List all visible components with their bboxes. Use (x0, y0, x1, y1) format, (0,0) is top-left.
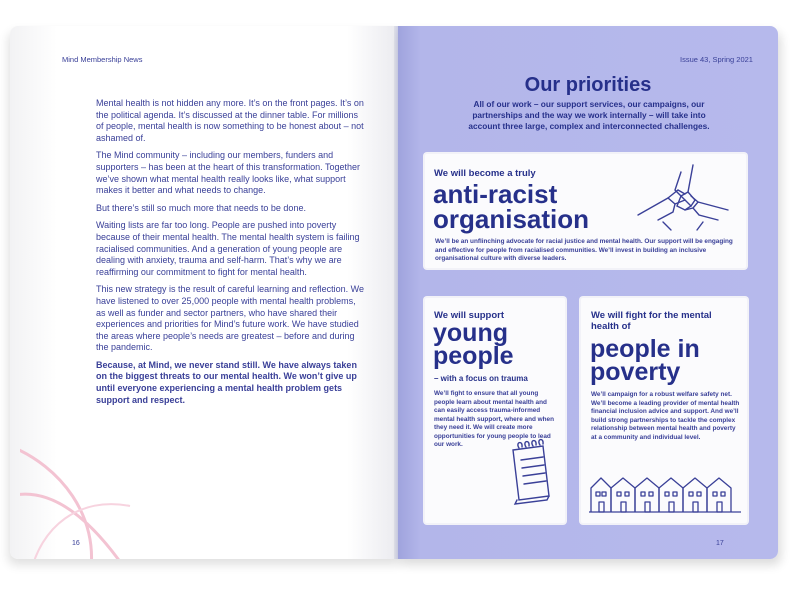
left-page (10, 26, 402, 559)
paragraph-4: Waiting lists are far too long. People are pushed into poverty because of their mental health. The mental health system is failing racialised communities. And a generation of young people are dealing with anxiety, trauma and self-harm. That’s why we are reaffirming our commitment to fight for mental health. (96, 220, 360, 277)
card-body: We’ll fight to ensure that all young people learn about mental health and can easily access trauma-informed mental health support, where and when they need it. We will create more opportunities for young people to lead our work. (434, 390, 555, 448)
card-headline-1: anti-racist (433, 179, 558, 209)
right-page (398, 26, 778, 559)
page-title: Our priorities (524, 74, 652, 96)
page-number-right: 17 (716, 540, 724, 547)
card-headline-2: organisation (433, 204, 590, 234)
body-text (96, 98, 366, 412)
page-number-left: 16 (72, 540, 80, 547)
card-kicker: We will fight for the mental health of (591, 310, 712, 332)
joined-hands-icon (633, 160, 733, 235)
closing-statement: Because, at Mind, we never stand still. We have always taken on the biggest threats to our mental health. We won’t give up until everyone experiencing a mental health problem gets support and respect. (96, 359, 357, 405)
card-kicker: We will support (434, 310, 505, 321)
notebook-icon (503, 438, 557, 508)
paragraph-5: This new strategy is the result of careful learning and reflection. We have listened to over 25,000 people with mental health problems, as well as funder and sector partners, who have shared their experiences and priorities for Mind’s future work. We have studied the areas where people’s needs are greatest – before and during the pandemic. (96, 284, 364, 353)
card-body: We’ll campaign for a robust welfare safety net. We’ll become a leading provider of mental health financial inclusion advice and support. And we’ll build strong partnerships to tackle the complex relationship between mental health and poverty at a community and individual level. (591, 391, 740, 441)
card-headline-2: people (433, 342, 514, 370)
card-headline-1: young (433, 319, 508, 347)
paragraph-2: The Mind community – including our members, funders and supporters – has been at the heart of this transformation. Together we’ve shown what mental health really looks like, what support makes it better and what needs to change. (96, 150, 360, 196)
decorative-swirl-icon (20, 406, 140, 559)
card-body: We’ll be an unflinching advocate for racial justice and mental health. Our support will be engaging and effective for people from racialised communities. We’ll invest in building an inclusive organisational culture with diverse leaders. (435, 238, 733, 262)
running-head: Mind Membership News (62, 55, 143, 64)
terraced-houses-icon (587, 472, 743, 514)
card-headline-1: people in (590, 335, 700, 363)
paragraph-1: Mental health is not hidden any more. It’s on the front pages. It’s on the political agenda. It’s discussed at the dinner table. For millions of people, mental health is now something to be honest about – not ashamed of. (96, 98, 364, 143)
paragraph-3: But there’s still so much more that needs to be done. (96, 202, 306, 213)
intro-text: All of our work – our support services, our campaigns, our partnerships and the way we work internally – will take into account three large, complex and interconnected challenges. (468, 99, 710, 131)
card-headline-2: poverty (590, 358, 681, 386)
card-subhead: – with a focus on trauma (434, 374, 528, 383)
priority-card-young-people (425, 298, 565, 523)
issue-label: Issue 43, Spring 2021 (680, 55, 753, 64)
priority-card-poverty (581, 298, 747, 523)
priority-card-anti-racist (425, 154, 746, 268)
card-kicker: We will become a truly (434, 168, 536, 179)
